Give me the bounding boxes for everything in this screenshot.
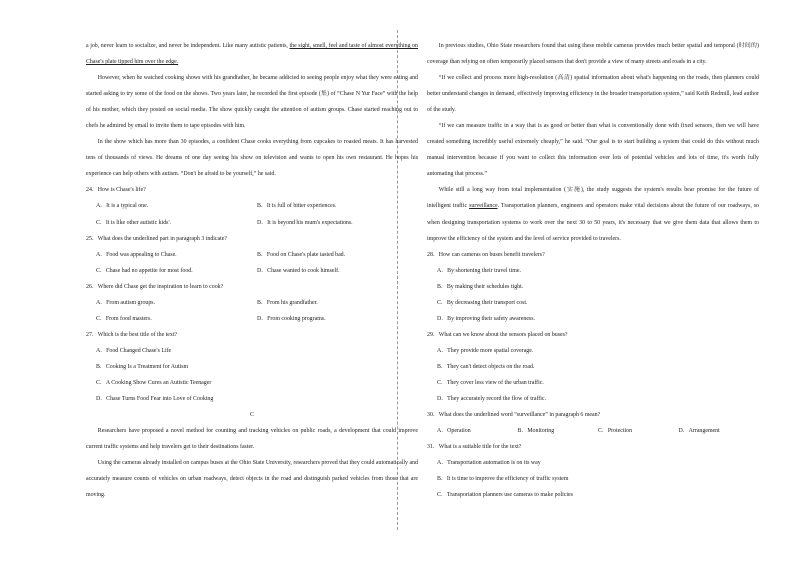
question-24	[86, 182, 418, 230]
option-c: C．Protection	[598, 428, 633, 435]
option-b: B．Food on Chase's plate tasted bad.	[257, 251, 346, 258]
option-a: A．Transportation automation is on its way	[437, 460, 541, 467]
question-27	[86, 327, 418, 407]
option-d: D．Chase Turns Food Fear into Love of Cooking	[96, 396, 214, 403]
question-stem: 24．How is Chase's life?	[86, 187, 146, 194]
option-d: D．Chase wanted to cook himself.	[257, 267, 340, 274]
paragraph: In the show which has more than 30 episodes, a confident Chase cooks everything from cupcakes to roasted meats. It has harvested tens of thousands of views. He dreams of one day seeing his show on television and wants to open his own restaurant. He hopes his experience can help others with autism. “Don't be afraid to be yourself,” he said.	[86, 139, 418, 178]
option-b: B．Cooking Is a Treatment for Autism	[96, 363, 189, 370]
option-d: D．Arrangement	[678, 428, 720, 435]
question-stem: 26．Where did Chase get the inspiration to learn to cook?	[86, 283, 224, 290]
question-26	[86, 279, 418, 327]
option-a: A．They provide more spatial coverage.	[437, 347, 534, 354]
option-d: D．They accurately record the flow of traffic.	[437, 396, 546, 403]
left-column	[86, 38, 418, 503]
option-d: D．By improving their safety awareness.	[437, 315, 535, 322]
option-b: B．They can't detect objects on the road.	[437, 363, 535, 370]
paragraph: In previous studies, Ohio State researchers found that using these mobile cameras provides much better spatial and temporal (时间的) coverage than relying on often temporarily placed sensors that don't provide a view of many streets and roads in a city.	[427, 43, 759, 66]
option-a: A．Food Changed Chase's Life	[96, 347, 172, 354]
paragraph: “If we collect and process more high-resolution (高清) spatial information about what's happening on the roads, then planners could better understand changes in demand, effectively improving efficiency in the broader transportation system,” said Keith Redmill, lead author of the study.	[427, 75, 759, 114]
question-30	[427, 407, 759, 439]
option-c: C．Transportation planners use cameras to make policies	[437, 492, 573, 499]
option-b: B．By making their schedules tight.	[437, 283, 524, 290]
question-stem: 31．What is a suitable title for the text?	[427, 444, 522, 451]
section-heading: C	[250, 412, 254, 419]
option-a: A．Operation	[437, 428, 471, 435]
option-d: D．From cooking programs.	[257, 315, 326, 322]
option-c: C．A Cooking Show Cures an Autistic Teenager	[96, 379, 212, 386]
option-a: A．By shortening their travel time.	[437, 267, 521, 274]
option-c: C．By decreasing their transport cost.	[437, 299, 528, 306]
paragraph: Researchers have proposed a novel method for counting and tracking vehicles on public roads, a development that could improve current traffic systems and help travelers get to their destinations faster.	[86, 428, 418, 451]
option-c: C．It is like other autistic kids'.	[96, 219, 172, 226]
underlined-part: the sight, smell, feel and taste of almost everything on Chase's plate tipped him over the edge.	[86, 43, 419, 66]
option-b: B．Monitoring	[517, 428, 555, 435]
option-c: C．From food masters.	[96, 315, 152, 322]
right-column	[427, 38, 759, 503]
question-31	[427, 439, 759, 503]
paragraph: However, when he watched cooking shows with his grandfather, he became addicted to seeing people enjoy what they were eating and started asking to try some of the food on the shows. Two years later, he recorded the first episode (集) of “Chase N Yur Face” with the help of his mother, which they posted on social media. The show quickly caught the attention of autism groups. Chase started reaching out to chefs he admired by email to invite them to tape episodes with him.	[86, 75, 418, 130]
question-29	[427, 327, 759, 407]
question-stem: 27．Which is the best title of the text?	[86, 331, 178, 338]
option-c: C．Chase had no appetite for most food.	[96, 267, 193, 274]
option-b: B．It is full of bitter experiences.	[257, 203, 337, 210]
option-a: A．From autism groups.	[96, 299, 156, 306]
question-stem: 28．How can cameras on buses benefit travelers?	[427, 251, 545, 258]
option-b: B．From his grandfather.	[257, 299, 318, 306]
question-stem: 30．What does the underlined word “surveillance” in paragraph 6 mean?	[427, 412, 601, 419]
option-c: C．They cover less view of the urban traffic.	[437, 379, 544, 386]
option-a: A．It is a typical one.	[96, 203, 149, 210]
option-b: B．It is time to improve the efficiency of traffic system	[437, 476, 569, 483]
question-stem: 25．What does the underlined part in paragraph 3 indicate?	[86, 235, 227, 242]
paragraph: Using the cameras already installed on campus buses at the Ohio State University, researchers proved that they could automatically and accurately measure counts of vehicles on urban roadways, detect objects in the road and distinguish parked vehicles from those that are moving.	[86, 460, 418, 499]
underlined-word: surveillance	[469, 203, 498, 210]
question-25	[86, 231, 418, 279]
option-d: D．It is beyond his mum's expectations.	[257, 219, 353, 226]
question-stem: 29．What can we know about the sensors placed on buses?	[427, 331, 568, 338]
option-a: A．Food was appealing to Chase.	[96, 251, 177, 258]
paragraph: “If we can measure traffic in a way that is as good or better than what is conventionally done with fixed sensors, then we will have created something incredibly useful extremely cheaply,” he said. “Our goal is to start building a system that could do this without much manual intervention because if you want to collect this information over lots of potential vehicles and lots of time, it's worth fully automating that process.”	[427, 123, 759, 178]
paragraph: a job, never learn to socialize, and never be independent. Like many autistic patients, the sight, smell, feel and taste of almost everything on Chase's plate tipped him over the edge.	[86, 43, 419, 66]
question-28	[427, 247, 759, 327]
paragraph: While still a long way from total implementation (实施), the study suggests the system's results bear promise for the future of intelligent traffic surveillance. Transportation planners, engineers and operators make vital decisions about the future of our roadways, so when designing transportation systems to work over the next 30 to 50 years, it's necessary that we give them data that allows them to improve the efficiency of the system and the level of service provided to travelers.	[427, 187, 759, 242]
